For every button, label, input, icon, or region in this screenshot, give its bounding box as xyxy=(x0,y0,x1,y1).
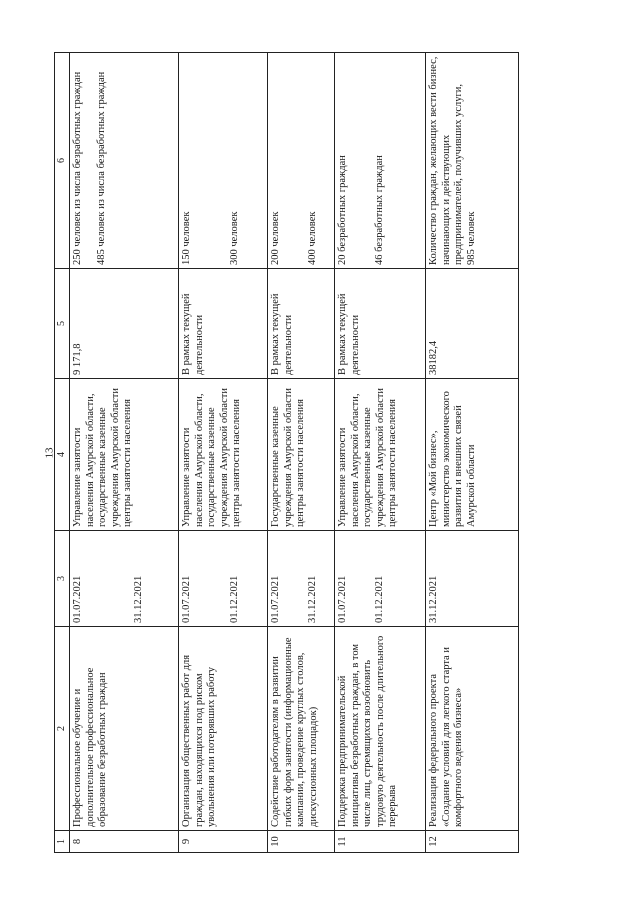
result-stage-2: 300 человек xyxy=(228,211,240,265)
table-row xyxy=(70,53,179,853)
dates-cell xyxy=(268,531,335,627)
date-end: 31.12.2021 xyxy=(306,575,318,623)
funding-cell: 38182,4 xyxy=(426,269,519,379)
activity-cell: Содействие работодателям в развитии гибких форм занятости (информационные кампании, проведение круглых столов, дискуссионных площадок) xyxy=(268,627,335,831)
table-row xyxy=(179,53,268,853)
result-cell xyxy=(70,53,179,269)
executor-cell: Государственные казенные учреждения Амурской области центры занятости населения xyxy=(268,379,335,531)
page-number: 13 xyxy=(43,447,56,459)
row-number: 12 xyxy=(426,831,519,853)
date-end: 31.12.2021 xyxy=(132,575,144,623)
date-start: 01.07.2021 xyxy=(72,575,83,623)
date-start: 31.12.2021 xyxy=(428,575,439,623)
result-stage-2: 485 человек из числа безработных граждан xyxy=(95,71,107,265)
row-number: 9 xyxy=(179,831,268,853)
executor-cell: Центр «Мой бизнес», министерство экономического развития и внешних связей Амурской области xyxy=(426,379,519,531)
result-stage-1: Количество граждан, желающих вести бизнес, начинающих и действующих предпринимателей, получивших услуги, xyxy=(428,56,465,265)
row-number: 10 xyxy=(268,831,335,853)
result-cell xyxy=(426,53,519,269)
result-stage-1: 200 человек xyxy=(270,211,281,265)
dates-cell xyxy=(70,531,179,627)
executor-cell: Управление занятости населения Амурской области, государственные казенные учреждения Амурской области центры занятости населения xyxy=(179,379,268,531)
result-cell xyxy=(335,53,426,269)
activity-cell: Профессиональное обучение и дополнительное профессиональное образование безработных граждан xyxy=(70,627,179,831)
result-stage-2: 400 человек xyxy=(306,211,318,265)
activity-cell: Организация общественных работ для граждан, находящихся под риском увольнения или потерявших работу xyxy=(179,627,268,831)
date-end: 01.12.2021 xyxy=(373,575,385,623)
table-header-row xyxy=(55,53,70,853)
activity-cell: Поддержка предпринимательской инициативы безработных граждан, в том числе лиц, стремящихся возобновить трудовую деятельность после длительного перерыва xyxy=(335,627,426,831)
table-row xyxy=(335,53,426,853)
funding-cell: В рамках текущей деятельности xyxy=(268,269,335,379)
result-stage-1: 20 безработных граждан xyxy=(337,155,348,265)
table-row xyxy=(268,53,335,853)
table-frame xyxy=(54,53,584,853)
column-header: 3 xyxy=(55,531,70,627)
result-stage-1: 250 человек из числа безработных граждан xyxy=(72,71,83,265)
funding-cell: В рамках текущей деятельности xyxy=(335,269,426,379)
result-stage-2: 46 безработных граждан xyxy=(373,155,385,265)
funding-cell: В рамках текущей деятельности xyxy=(179,269,268,379)
dates-cell xyxy=(179,531,268,627)
result-cell xyxy=(268,53,335,269)
executor-cell: Управление занятости населения Амурской области, государственные казенные учреждения Амурской области центры занятости населения xyxy=(70,379,179,531)
column-header: 1 xyxy=(55,831,70,853)
column-header: 2 xyxy=(55,627,70,831)
activity-cell: Реализация федерального проекта «Создание условий для легкого старта и комфортного ведения бизнеса» xyxy=(426,627,519,831)
row-number: 11 xyxy=(335,831,426,853)
table-row xyxy=(426,53,519,853)
result-stage-1: 150 человек xyxy=(181,211,192,265)
dates-cell xyxy=(335,531,426,627)
column-header: 5 xyxy=(55,269,70,379)
date-start: 01.07.2021 xyxy=(181,575,192,623)
measures-table xyxy=(54,52,519,853)
column-header: 6 xyxy=(55,53,70,269)
row-number: 8 xyxy=(70,831,179,853)
date-start: 01.07.2021 xyxy=(270,575,281,623)
result-cell xyxy=(179,53,268,269)
column-header: 4 xyxy=(55,379,70,531)
executor-cell: Управление занятости населения Амурской области, государственные казенные учреждения Амурской области центры занятости населения xyxy=(335,379,426,531)
date-end: 01.12.2021 xyxy=(228,575,240,623)
result-stage-2: 985 человек xyxy=(465,211,477,265)
funding-cell: 9 171,8 xyxy=(70,269,179,379)
date-start: 01.07.2021 xyxy=(337,575,348,623)
dates-cell xyxy=(426,531,519,627)
